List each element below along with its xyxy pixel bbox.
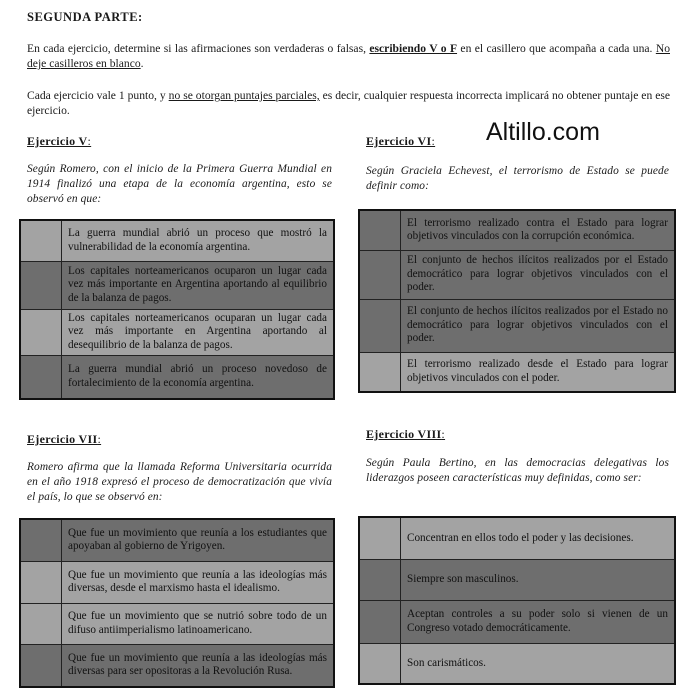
option-row <box>359 643 675 684</box>
instructions-text: En cada ejercicio, determine si las afirmaciones son verdaderas o falsas, <box>27 42 370 55</box>
exercise-8-question: Según Paula Bertino, en las democracias delegativas los liderazgos poseen características muy definidas, como ser: <box>366 457 669 484</box>
answer-box[interactable] <box>20 220 62 261</box>
instructions-text: es decir, cualquier respuesta incorrecta implicará no obtener puntaje en ese ejercicio. <box>27 89 671 117</box>
option-text: Que fue un movimiento que reunía a los estudiantes que apoyaban al gobierno de Yrigoyen. <box>62 519 335 561</box>
option-row <box>20 519 334 561</box>
option-row <box>20 220 334 261</box>
exercise-5-options <box>19 219 335 400</box>
answer-box[interactable] <box>359 600 401 643</box>
answer-box[interactable] <box>359 559 401 600</box>
option-row <box>359 299 675 352</box>
option-text: Concentran en ellos todo el poder y las decisiones. <box>401 517 676 559</box>
exercise-8-title: Ejercicio VIII: <box>366 427 446 441</box>
answer-box[interactable] <box>359 352 401 392</box>
instructions-emphasis: no se otorgan puntajes parciales, <box>168 89 320 102</box>
option-text: Que fue un movimiento que reunía a las ideologías más diversas para ser opositoras a la Revolución Rusa. <box>62 644 335 687</box>
option-text: El terrorismo realizado desde el Estado para lograr objetivos vinculados con el poder. <box>401 352 676 392</box>
answer-box[interactable] <box>359 643 401 684</box>
answer-box[interactable] <box>20 644 62 687</box>
instructions-text: . <box>140 57 144 70</box>
exercise-6-title: Ejercicio VI: <box>366 134 436 148</box>
instructions-emphasis: No deje casilleros en blanco <box>27 42 670 70</box>
option-row <box>359 600 675 643</box>
instructions-paragraph-1 <box>27 41 670 71</box>
option-row <box>359 559 675 600</box>
exercise-8-options <box>358 516 676 685</box>
option-row <box>20 561 334 603</box>
option-row <box>20 644 334 687</box>
altillo-logo: Altillo.com <box>486 118 600 146</box>
answer-box[interactable] <box>20 261 62 309</box>
answer-box[interactable] <box>20 309 62 355</box>
exercise-6-question: Según Graciela Echevest, el terrorismo de Estado se puede definir como: <box>366 165 669 192</box>
instructions-text: Cada ejercicio vale 1 punto, y <box>27 89 169 102</box>
exercise-title-text: Ejercicio VIII <box>366 427 442 441</box>
answer-box[interactable] <box>359 250 401 299</box>
instructions-text: en el casillero que acompaña a cada una. <box>457 42 656 55</box>
exercise-7-question: Romero afirma que la llamada Reforma Universitaria ocurrida en el año 1918 expresó el proceso de democratización que vivía el país, lo que se observó en: <box>27 461 332 503</box>
option-text: La guerra mundial abrió un proceso que mostró la vulnerabilidad de la economía argentina. <box>62 220 335 261</box>
exercise-7-title: Ejercicio VII: <box>27 432 102 446</box>
instructions-paragraph-2 <box>27 88 670 118</box>
option-text: El conjunto de hechos ilícitos realizados por el Estado democrático para lograr objetivos vinculados con el poder. <box>401 250 676 299</box>
answer-box[interactable] <box>20 355 62 399</box>
answer-box[interactable] <box>359 299 401 352</box>
option-row <box>20 309 334 355</box>
option-text: Los capitales norteamericanos ocuparan un lugar cada vez más importante en Argentina aportando al desequilibrio de la balanza de pagos. <box>62 309 335 355</box>
option-text: La guerra mundial abrió un proceso novedoso de fortalecimiento de la economía argentina. <box>62 355 335 399</box>
option-row <box>20 355 334 399</box>
exercise-7-options <box>19 518 335 688</box>
option-row <box>359 210 675 250</box>
option-text: El terrorismo realizado contra el Estado para lograr objetivos vinculados con la corrupción económica. <box>401 210 676 250</box>
section-title: SEGUNDA PARTE: <box>27 10 143 24</box>
answer-box[interactable] <box>20 561 62 603</box>
answer-box[interactable] <box>20 603 62 644</box>
exercise-title-text: Ejercicio VI <box>366 134 432 148</box>
option-row <box>359 517 675 559</box>
answer-box[interactable] <box>359 210 401 250</box>
exercise-title-text: Ejercicio V <box>27 134 88 148</box>
option-text: Que fue un movimiento que reunía a las ideologías más diversas, desde el marxismo hasta el idealismo. <box>62 561 335 603</box>
answer-box[interactable] <box>20 519 62 561</box>
option-row <box>359 352 675 392</box>
option-text: Siempre son masculinos. <box>401 559 676 600</box>
option-row <box>20 261 334 309</box>
option-row <box>20 603 334 644</box>
exercise-5-title: Ejercicio V: <box>27 134 92 148</box>
option-text: Son carismáticos. <box>401 643 676 684</box>
instructions-emphasis: escribiendo V o F <box>369 42 458 55</box>
option-text: Que fue un movimiento que se nutrió sobre todo de un difuso antiimperialismo latinoamericano. <box>62 603 335 644</box>
exercise-title-text: Ejercicio VII <box>27 432 98 446</box>
option-text: Los capitales norteamericanos ocuparon un lugar cada vez más importante en Argentina aportando al equilibrio de la balanza de pagos. <box>62 261 335 309</box>
answer-box[interactable] <box>359 517 401 559</box>
option-row <box>359 250 675 299</box>
exercise-6-options <box>358 209 676 393</box>
option-text: Aceptan controles a su poder solo si vienen de un Congreso votado democráticamente. <box>401 600 676 643</box>
option-text: El conjunto de hechos ilícitos realizados por el Estado no democrático para lograr objetivos vinculados con el poder. <box>401 299 676 352</box>
exercise-5-question: Según Romero, con el inicio de la Primera Guerra Mundial en 1914 finalizó una etapa de la economía argentina, esto se observó en que: <box>27 163 332 205</box>
